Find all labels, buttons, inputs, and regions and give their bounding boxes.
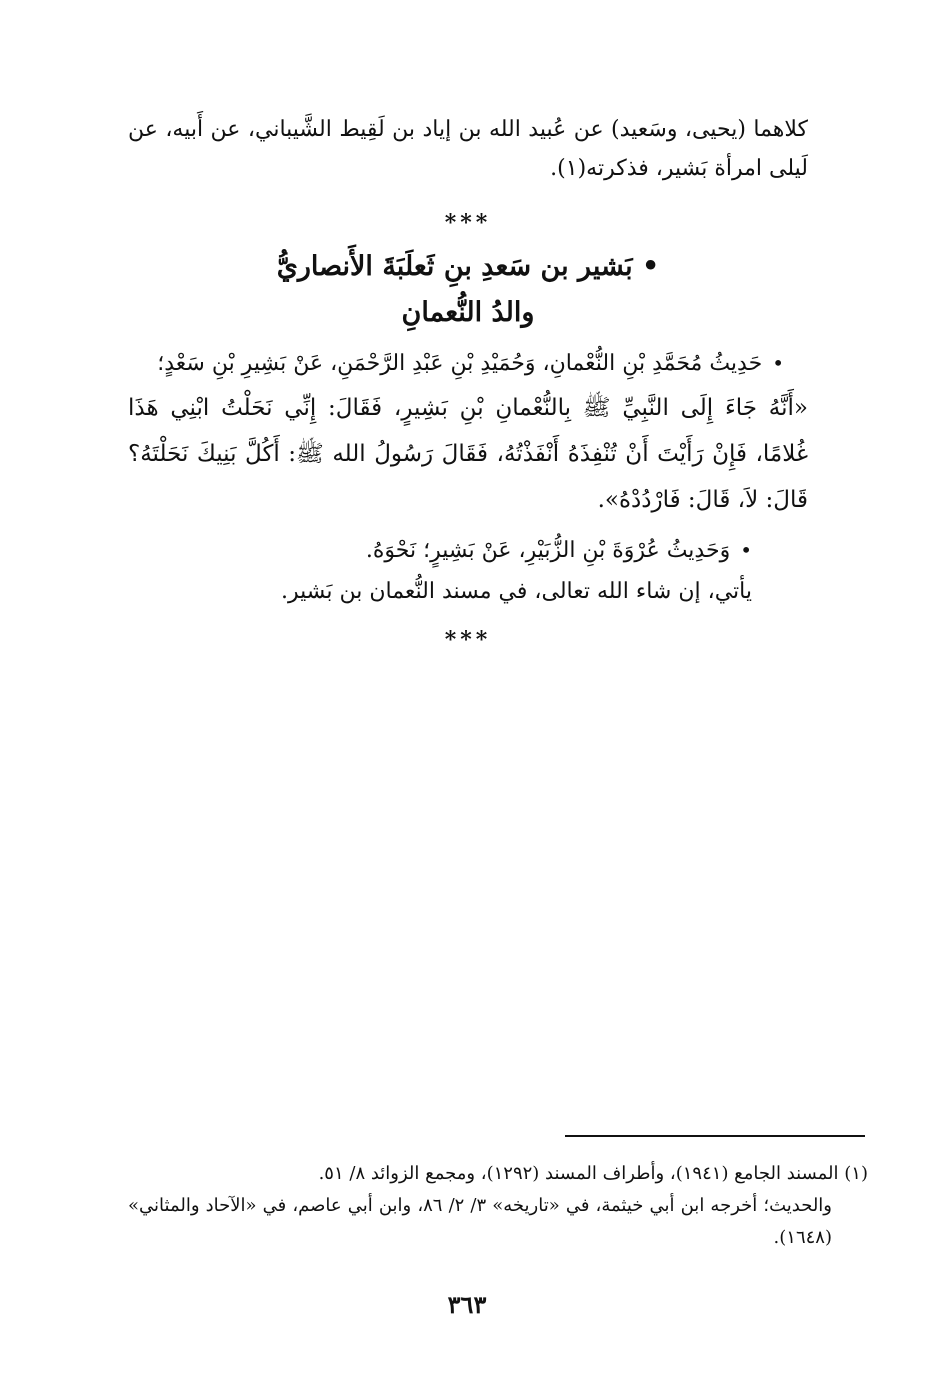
footnote-1: (١) المسند الجامع (١٩٤١)، وأطراف المسند (١٢٩٢)، ومجمع الزوائد ٨/ ٥١. xyxy=(318,1163,868,1184)
bullet-icon: • xyxy=(772,351,784,375)
footnote-1-continuation: والحديث؛ أخرجه ابن أبي خيثمة، في «تاريخه» ٣/ ٢/ ٨٦، وابن أبي عاصم، في «الآحاد والمثاني» (١٦٤٨). xyxy=(128,1195,832,1248)
intro-paragraph: كلاهما (يحيى، وسَعيد) عن عُبيد الله بن إياد بن لَقِيط الشَّيباني، عن أَبيه، عن لَيلى امرأة بَشير، فذكرته(١). xyxy=(128,117,808,181)
page-body xyxy=(128,110,808,661)
footnotes xyxy=(128,1158,868,1254)
hadith-chain-item xyxy=(128,342,808,385)
section-separator-top: *** xyxy=(444,210,492,236)
page-number: ٣٦٣ xyxy=(447,1290,487,1319)
bullet-icon: • xyxy=(740,538,752,562)
section-heading-line2: والدُ النُّعمانِ xyxy=(401,297,535,328)
section-separator-bottom: *** xyxy=(444,627,492,653)
second-hadith-text: وَحَدِيثُ عُرْوَةَ بْنِ الزُّبَيْرِ، عَنْ بَشِيرٍ؛ نَحْوَهُ. xyxy=(365,538,731,563)
footnote-divider xyxy=(565,1135,865,1137)
hadith-chain-text: حَدِيثُ مُحَمَّدِ بْنِ النُّعْمانِ، وَحُمَيْدِ بْنِ عَبْدِ الرَّحْمَنِ، عَنْ بَشِيرِ بْنِ سَعْدٍ؛ xyxy=(157,351,763,376)
cross-reference-note: يأتي، إن شاء الله تعالى، في مسند النُّعمان بن بَشير. xyxy=(280,579,752,604)
section-heading-line1: • بَشير بن سَعدِ بنِ ثَعلَبَةَ الأَنصاريُّ xyxy=(276,251,660,282)
second-hadith-item xyxy=(128,529,808,572)
hadith-text: «أَنَّهُ جَاءَ إِلَى النَّبِيِّ ﷺ بِالنُّعْمانِ بْنِ بَشِيرٍ، فَقَالَ: إِنِّي نَحَلْتُ ابْنِي هَذَا غُلامًا، فَإِنْ رَأَيْتَ أَنْ تُنْفِذَهُ أَنْفَذْتُهُ، فَقَالَ رَسُولُ الله ﷺ: أَكُلَّ بَنِيكَ نَحَلْتَهُ؟ قَالَ: لاَ، قَالَ: فَارْدُدْهُ». xyxy=(128,395,808,513)
